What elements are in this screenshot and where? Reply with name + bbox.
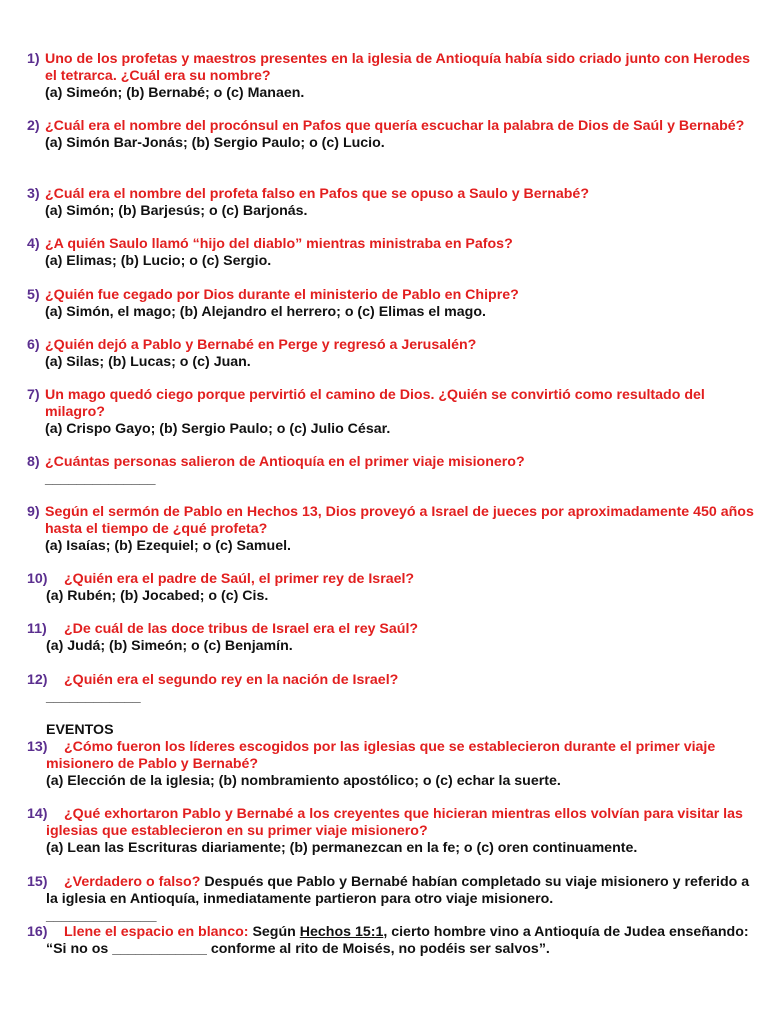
answer-options: (a) Crispo Gayo; (b) Sergio Paulo; o (c) Julio César.	[45, 421, 391, 437]
question-1	[27, 51, 757, 102]
question-text: ¿Qué exhortaron Pablo y Bernabé a los creyentes que hicieran mientras ellos volvían para visitar las iglesias que establecieron en su primer viaje misionero?	[46, 806, 743, 839]
question-number: 15)	[27, 874, 48, 890]
question-text	[46, 924, 757, 958]
question-number: 11)	[27, 621, 47, 637]
answer-options: (a) Simón; (b) Barjesús; o (c) Barjonás.	[45, 203, 308, 219]
question-6	[27, 337, 757, 371]
answer-options: (a) Elimas; (b) Lucio; o (c) Sergio.	[45, 253, 272, 269]
answer-options: (a) Lean las Escrituras diariamente; (b) permanezcan en la fe; o (c) oren continuamente.	[46, 840, 638, 856]
question-text: Un mago quedó ciego porque pervirtió el camino de Dios. ¿Quién se convirtió como resultado del milagro?	[45, 387, 705, 420]
question-lead: Llene el espacio en blanco:	[64, 924, 249, 940]
answer-options: (a) Rubén; (b) Jocabed; o (c) Cis.	[46, 588, 269, 604]
question-text	[46, 874, 757, 908]
question-13	[27, 739, 757, 790]
question-text: ¿Quién era el segundo rey en la nación de Israel?	[64, 672, 399, 688]
question-number: 10)	[27, 571, 48, 587]
question-number: 6)	[27, 337, 40, 353]
question-body: Después que Pablo y Bernabé habían completado su viaje misionero y referido a la iglesia en Antioquía, inmediatamente partieron para otro viaje misionero.	[46, 874, 750, 907]
question-text: ¿Quién era el padre de Saúl, el primer rey de Israel?	[64, 571, 415, 587]
answer-options: (a) Elección de la iglesia; (b) nombramiento apostólico; o (c) echar la suerte.	[46, 773, 561, 789]
question-text: ¿Quién dejó a Pablo y Bernabé en Perge y regresó a Jerusalén?	[45, 337, 477, 353]
question-10	[27, 571, 757, 605]
question-text: ¿Cuál era el nombre del profeta falso en Pafos que se opuso a Saulo y Bernabé?	[45, 186, 589, 202]
question-5	[27, 287, 757, 321]
answer-options: (a) Silas; (b) Lucas; o (c) Juan.	[45, 354, 251, 370]
question-text: ¿De cuál de las doce tribus de Israel era el rey Saúl?	[64, 621, 419, 637]
scripture-reference: Hechos 15:1	[299, 924, 384, 940]
question-number: 5)	[27, 287, 40, 303]
answer-blank: ______________	[45, 471, 156, 487]
question-number: 12)	[27, 672, 48, 688]
question-3	[27, 186, 757, 220]
question-2	[27, 118, 757, 152]
answer-options: (a) Simón, el mago; (b) Alejandro el herrero; o (c) Elimas el mago.	[45, 304, 486, 320]
question-body: Según	[248, 924, 300, 940]
question-text: ¿Quién fue cegado por Dios durante el ministerio de Pablo en Chipre?	[45, 287, 519, 303]
question-15	[27, 874, 757, 925]
section-heading: EVENTOS	[46, 722, 114, 738]
question-9	[27, 504, 757, 555]
question-number: 9)	[27, 504, 40, 520]
question-number: 14)	[27, 806, 48, 822]
question-8	[27, 454, 757, 488]
answer-blank: ______________	[46, 908, 157, 924]
question-text: ¿Cuántas personas salieron de Antioquía en el primer viaje misionero?	[45, 454, 525, 470]
answer-options: (a) Simón Bar-Jonás; (b) Sergio Paulo; o (c) Lucio.	[45, 135, 385, 151]
question-body-cont: , cierto hombre vino a Antioquía de Judea enseñando: “Si no os ____________ conforme al rito de Moisés, no podéis ser salvos”.	[46, 924, 749, 957]
question-number: 8)	[27, 454, 40, 470]
question-number: 1)	[27, 51, 40, 67]
answer-options: (a) Isaías; (b) Ezequiel; o (c) Samuel.	[45, 538, 291, 554]
question-16	[27, 924, 757, 958]
question-14	[27, 806, 757, 857]
question-number: 13)	[27, 739, 48, 755]
question-11	[27, 621, 757, 655]
question-7	[27, 387, 757, 438]
question-number: 7)	[27, 387, 40, 403]
question-lead: ¿Verdadero o falso?	[64, 874, 201, 890]
question-number: 2)	[27, 118, 40, 134]
question-12	[27, 672, 757, 706]
question-number: 4)	[27, 236, 40, 252]
answer-options: (a) Simeón; (b) Bernabé; o (c) Manaen.	[45, 85, 305, 101]
answer-options: (a) Judá; (b) Simeón; o (c) Benjamín.	[46, 638, 293, 654]
answer-blank: ____________	[46, 689, 141, 705]
question-text: ¿Cuál era el nombre del procónsul en Pafos que quería escuchar la palabra de Dios de Saúl y Bernabé?	[45, 118, 745, 134]
question-4	[27, 236, 757, 270]
question-text: ¿A quién Saulo llamó “hijo del diablo” mientras ministraba en Pafos?	[45, 236, 513, 252]
question-text: Uno de los profetas y maestros presentes en la iglesia de Antioquía había sido criado junto con Herodes el tetrarca. ¿Cuál era su nombre?	[45, 51, 751, 84]
question-text: Según el sermón de Pablo en Hechos 13, Dios proveyó a Israel de jueces por aproximadamente 450 años hasta el tiempo de ¿qué profeta?	[45, 504, 754, 537]
question-number: 16)	[27, 924, 48, 940]
question-text: ¿Cómo fueron los líderes escogidos por las iglesias que se establecieron durante el primer viaje misionero de Pablo y Bernabé?	[46, 739, 716, 772]
question-number: 3)	[27, 186, 40, 202]
